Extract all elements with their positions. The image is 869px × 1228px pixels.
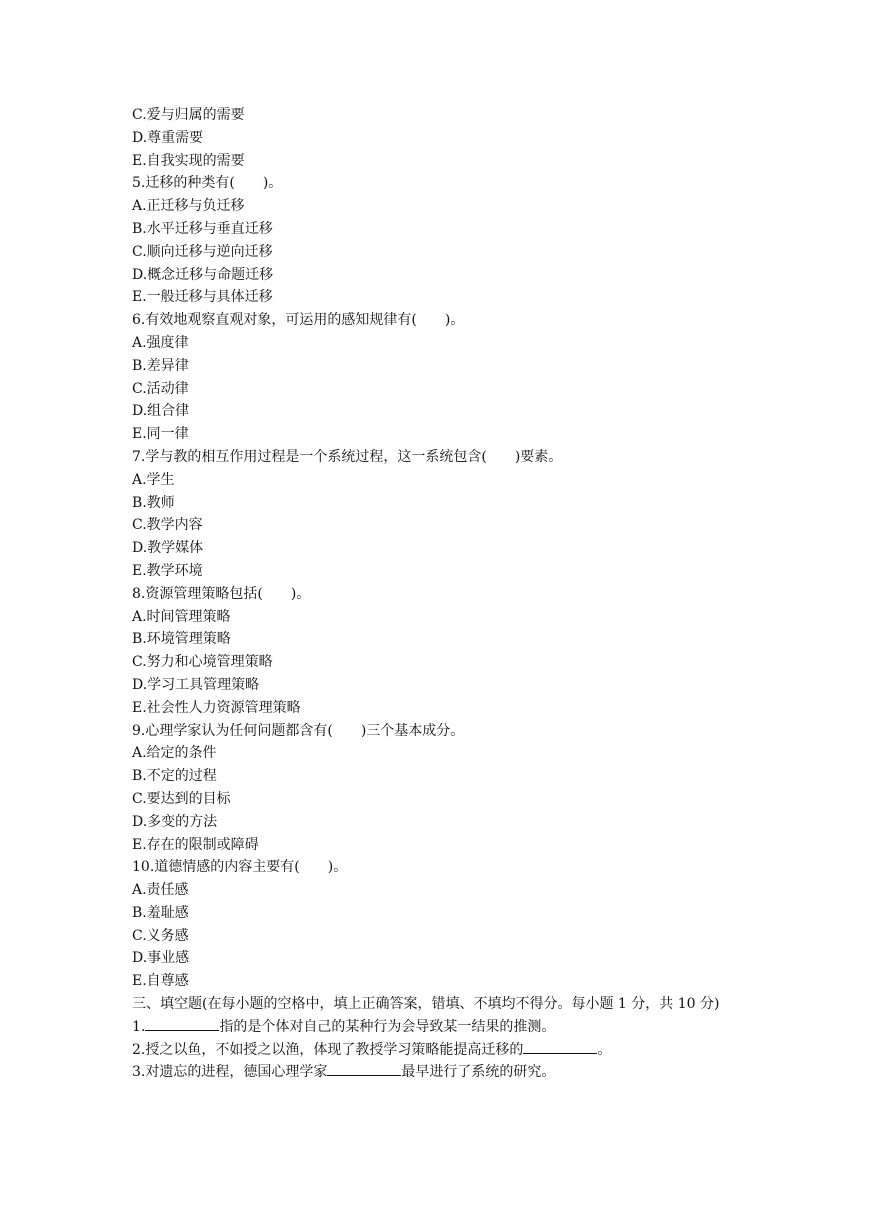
option-line: E.一般迁移与具体迁移 bbox=[132, 289, 273, 306]
option-line: C.爱与归属的需要 bbox=[132, 107, 245, 123]
question-9 bbox=[132, 720, 752, 857]
option-line: C.顺向迁移与逆向迁移 bbox=[132, 243, 273, 260]
exam-page bbox=[132, 104, 752, 1084]
option-line: E.存在的限制或障碍 bbox=[132, 836, 259, 853]
section-fill-in-blank bbox=[132, 993, 752, 1084]
option-line: E.社会性人力资源管理策略 bbox=[132, 699, 301, 716]
option-line: D.尊重需要 bbox=[132, 129, 204, 146]
continued-options bbox=[132, 104, 752, 172]
fill-item-3 bbox=[132, 1061, 752, 1084]
option-line: B.不定的过程 bbox=[132, 768, 217, 785]
question-stem: 8.资源管理策略包括( )。 bbox=[132, 585, 311, 602]
question-6 bbox=[132, 309, 752, 446]
question-stem: 10.道德情感的内容主要有( )。 bbox=[132, 859, 348, 876]
option-line: A.给定的条件 bbox=[132, 745, 217, 762]
option-line: C.努力和心境管理策略 bbox=[132, 654, 273, 671]
option-line: D.学习工具管理策略 bbox=[132, 676, 260, 693]
option-line: A.强度律 bbox=[132, 334, 189, 351]
option-line: D.教学媒体 bbox=[132, 540, 204, 557]
question-stem: 9.心理学家认为任何问题都含有( )三个基本成分。 bbox=[132, 722, 465, 739]
question-7 bbox=[132, 446, 752, 583]
option-line: D.组合律 bbox=[132, 403, 190, 420]
fill-item-suffix: 。 bbox=[597, 1041, 612, 1058]
fill-item-prefix: 1. bbox=[132, 1018, 146, 1035]
option-line: E.自我实现的需要 bbox=[132, 152, 245, 169]
fill-item-prefix: 2.授之以鱼，不如授之以渔，体现了教授学习策略能提高迁移的 bbox=[132, 1041, 524, 1058]
option-line: B.羞耻感 bbox=[132, 904, 189, 921]
answer-blank[interactable] bbox=[327, 1061, 401, 1076]
option-line: C.义务感 bbox=[132, 927, 189, 944]
option-line: C.活动律 bbox=[132, 380, 189, 397]
option-line: A.时间管理策略 bbox=[132, 608, 231, 625]
fill-item-2 bbox=[132, 1039, 752, 1062]
option-line: A.责任感 bbox=[132, 882, 189, 899]
answer-blank[interactable] bbox=[145, 1016, 219, 1031]
question-stem: 5.迁移的种类有( )。 bbox=[132, 175, 283, 192]
option-line: C.要达到的目标 bbox=[132, 790, 231, 807]
question-stem: 6.有效地观察直观对象，可运用的感知规律有( )。 bbox=[132, 312, 465, 329]
option-line: A.学生 bbox=[132, 471, 175, 488]
fill-item-suffix: 指的是个体对自己的某种行为会导致某一结果的推测。 bbox=[219, 1018, 556, 1035]
question-8 bbox=[132, 583, 752, 720]
fill-item-1 bbox=[132, 1016, 752, 1039]
answer-blank[interactable] bbox=[523, 1039, 597, 1054]
option-line: D.多变的方法 bbox=[132, 813, 218, 830]
question-5 bbox=[132, 172, 752, 309]
option-line: B.教师 bbox=[132, 494, 175, 511]
option-line: D.事业感 bbox=[132, 950, 190, 967]
option-line: D.概念迁移与命题迁移 bbox=[132, 266, 274, 283]
fill-item-prefix: 3.对遗忘的进程，德国心理学家 bbox=[132, 1064, 328, 1081]
option-line: B.水平迁移与垂直迁移 bbox=[132, 220, 273, 237]
option-line: E.教学环境 bbox=[132, 562, 203, 579]
question-10 bbox=[132, 856, 752, 993]
question-stem: 7.学与教的相互作用过程是一个系统过程，这一系统包含( )要素。 bbox=[132, 448, 563, 465]
option-line: A.正迁移与负迁移 bbox=[132, 198, 245, 215]
option-line: E.同一律 bbox=[132, 426, 189, 443]
fill-item-suffix: 最早进行了系统的研究。 bbox=[401, 1064, 556, 1081]
option-line: C.教学内容 bbox=[132, 517, 203, 534]
section-heading: 三、填空题(在每小题的空格中，填上正确答案，错填、不填均不得分。每小题 1 分，共 10 分) bbox=[132, 996, 720, 1013]
option-line: B.差异律 bbox=[132, 357, 189, 374]
option-line: B.环境管理策略 bbox=[132, 631, 231, 648]
option-line: E.自尊感 bbox=[132, 973, 189, 990]
